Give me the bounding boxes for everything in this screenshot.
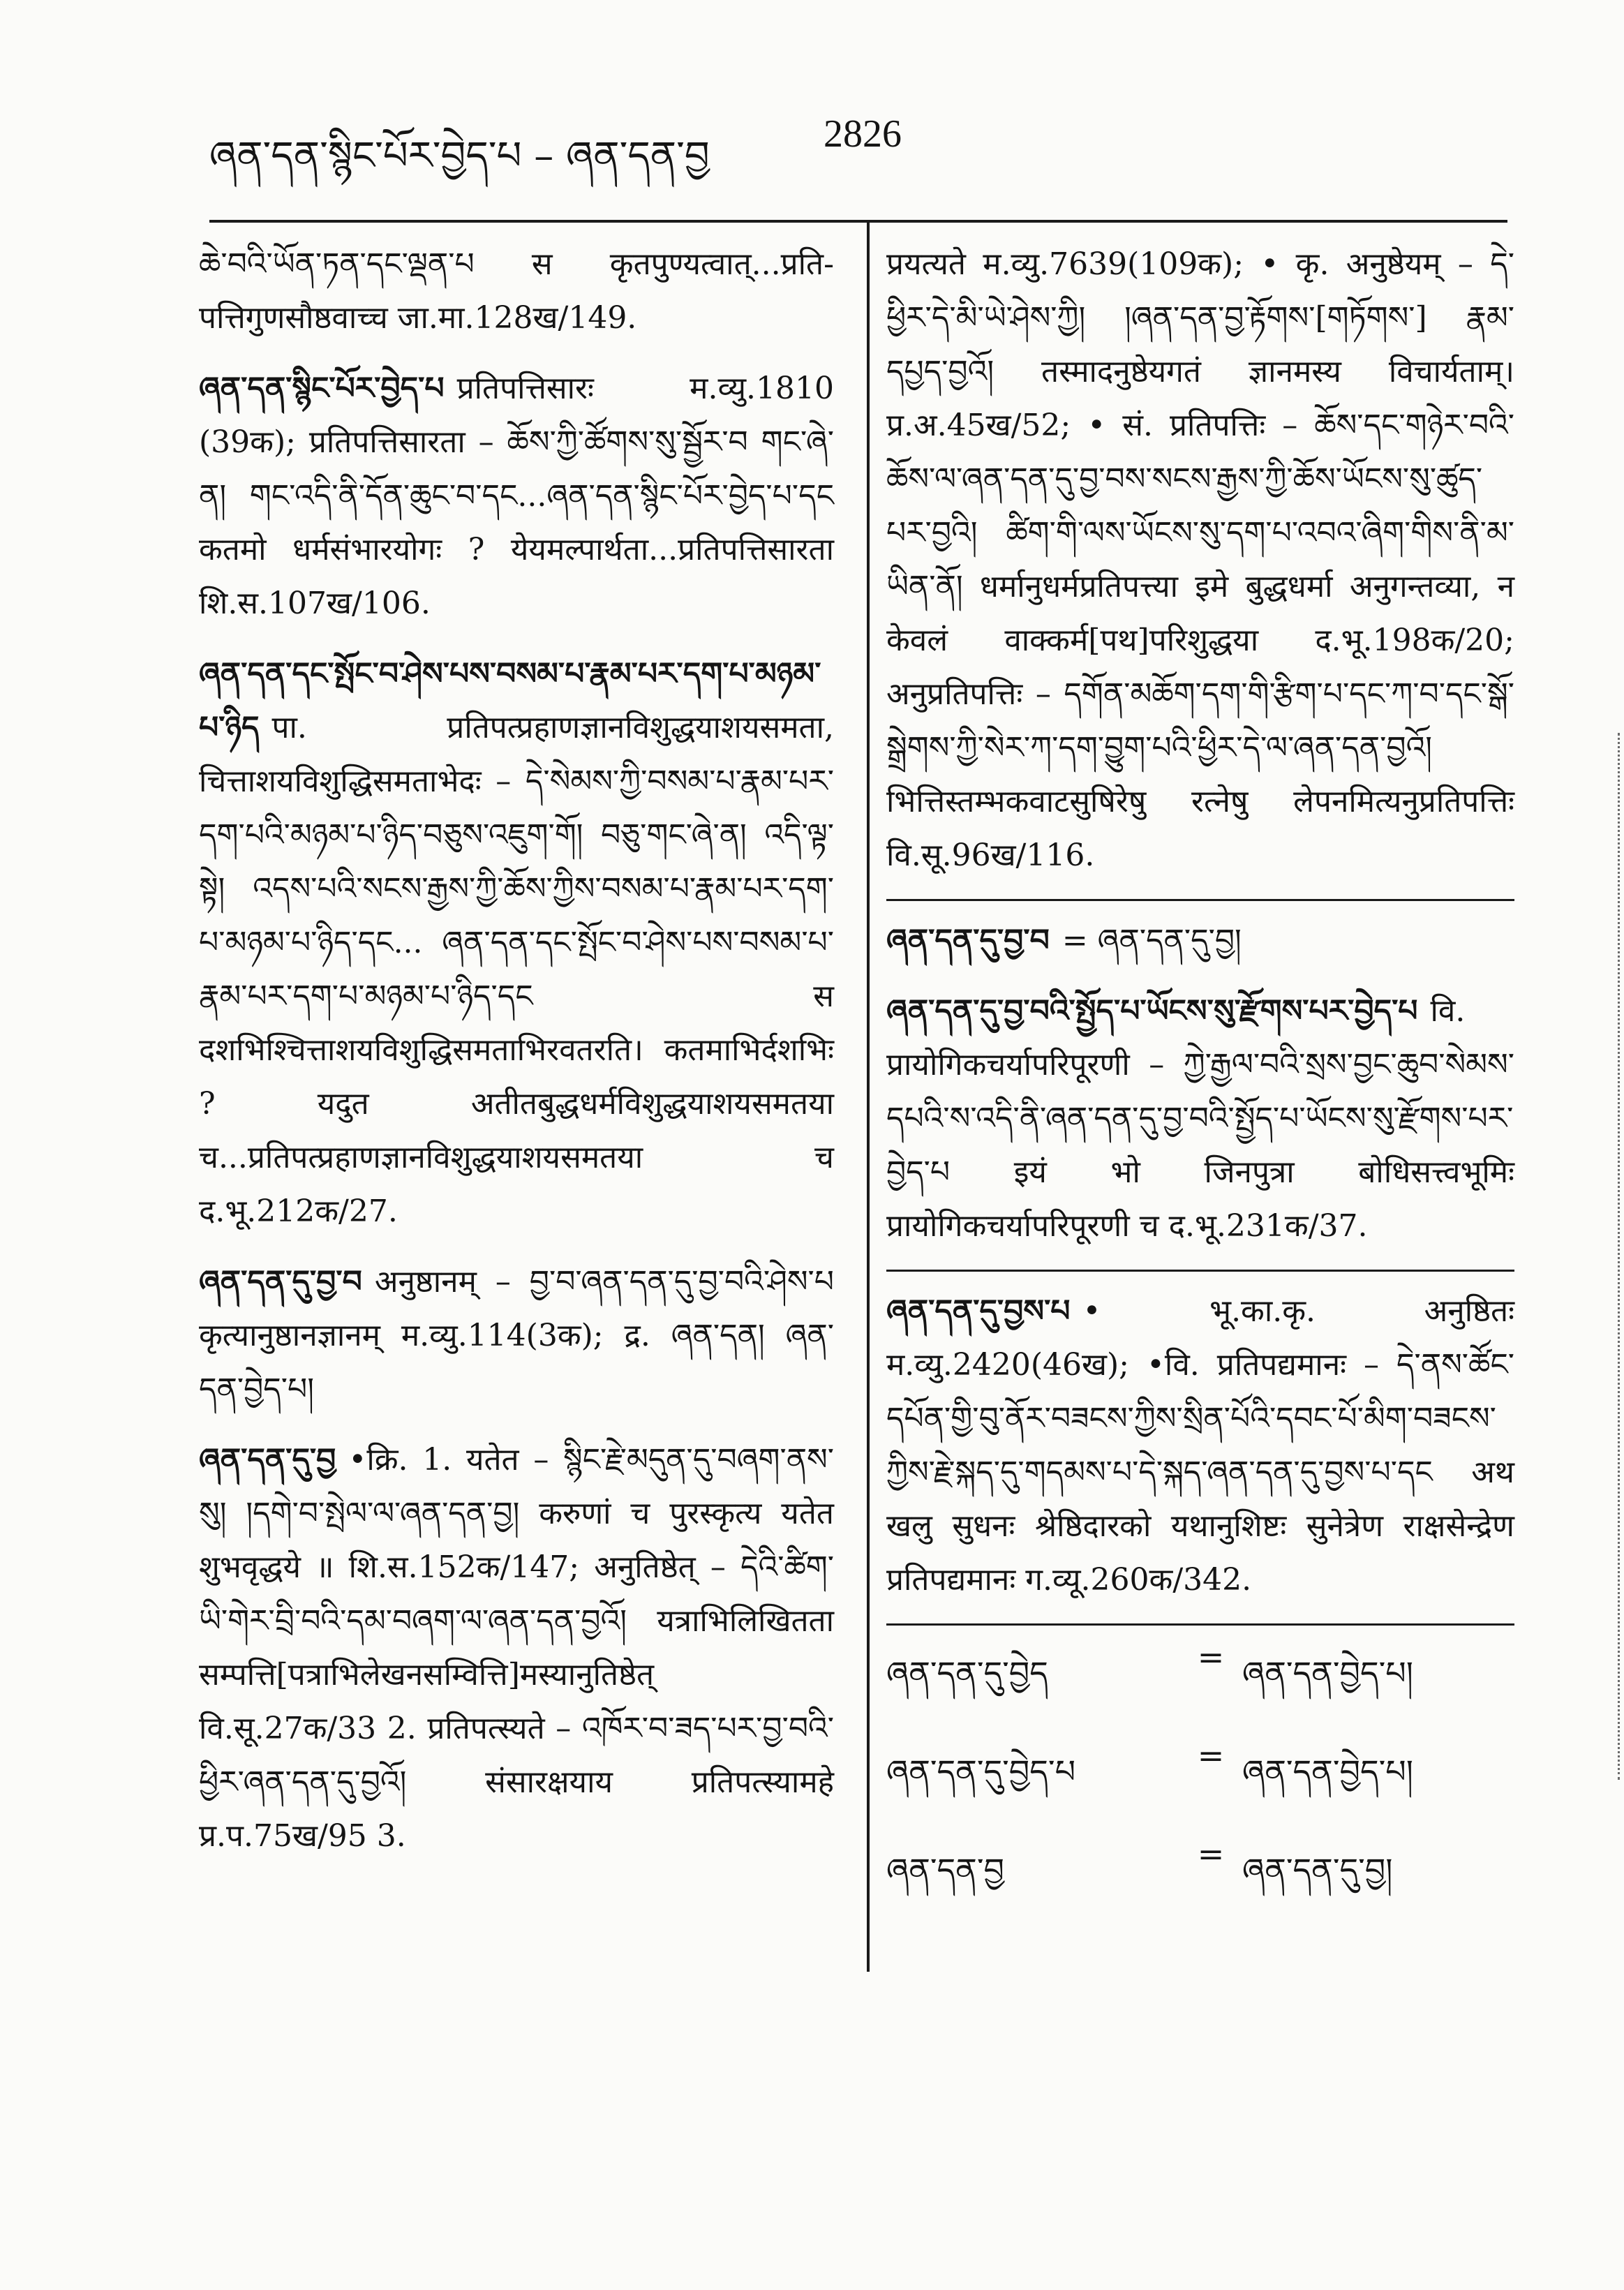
entry-headword: ཞན་དན་སྙིང་པོར་བྱེད་པ — [199, 371, 445, 406]
entry-headword: ཞན་དན་དུ་བྱ་བ — [886, 923, 1050, 958]
running-head: ཞན་དན་སྙིང་པོར་བྱེད་པ – ཞན་དན་བྱ — [209, 133, 710, 179]
entry-headword: ཞན་དན་དུ་བྱ་བའི་སྤྱོད་པ་ཡོངས་སུ་རྫོགས་པར་བྱེད་པ — [886, 993, 1418, 1029]
equivalence-table — [886, 1623, 1514, 1925]
dictionary-entry — [886, 1270, 1514, 1607]
entry-text: प्रतिपत्तिसारः म.व्यु.1810 (39क); प्रतिपत्तिसारता – ཆོས་ཀྱི་ཚོགས་སུ་སྦྱོར་བ གང་ཞེ་ན། གང་འདི་ནི་དོན་ཆུང་བ་དང...ཞན་དན་སྙིང་པོར་བྱེད་པ་དང कतमो धर्मसंभारयोगः ? येयमल्पार्थता...प्रतिपत्तिसारता शि.स.107ख/106. — [199, 371, 834, 621]
eq-target: ཞན་དན་བྱེད་པ། — [1242, 1654, 1413, 1692]
entry-text: • भू.का.कृ. अनुष्ठितः म.व्यु.2420(46ख); •वि. प्रतिपद्यमानः – དེ་ནས་ཚོང་དཔོན་གྱི་བུ་ནོར་བཟངས་ཀྱིས་སྲིན་པོའི་དབང་པོ་མིག་བཟངས་ཀྱིས་རྗེ་སྐད་དུ་གདམས་པ་དེ་སྐད་ཞན་དན་དུ་བྱས་པ་དང अथ खलु सुधनः श्रेष्ठिदारको यथानुशिष्टः सुनेत्रेण राक्षसेन्द्रेण प्रतिपद्यमानः ग.व्यू.260क/342. — [886, 1293, 1514, 1598]
page-number: 2826 — [824, 112, 902, 156]
eq-target: ཞན་དན་བྱེད་པ། — [1242, 1753, 1413, 1790]
dictionary-entry — [886, 899, 1514, 967]
dictionary-entry-continued — [886, 237, 1514, 882]
dictionary-entry — [199, 647, 834, 1238]
eq-sign: = — [1197, 1638, 1225, 1676]
right-column — [886, 237, 1514, 1925]
eq-term: ཞན་དན་དུ་བྱེད་པ — [886, 1753, 1076, 1790]
dictionary-entry-continued — [199, 237, 834, 345]
entry-text: •क्रि. 1. यतेत – སྙིང་རྗེ་མདུན་དུ་བཞག་ནས་སུ། །དགེ་བ་སྤེལ་ལ་ཞན་དན་བྱ། करुणां च पुरस्कृत्य यतेत शुभवृद्धये ॥ शि.स.152क/147; अनुतिष्ठेत् – དེའི་ཚིག་ཡི་གེར་བྲི་བའི་དམ་བཞག་ལ་ཞན་དན་བྱའོ། यत्राभिलिखितता सम्पत्ति[पत्राभिलेखनसम्वित्ति]मस्यानुतिष्ठेत् वि.सू.27क/33 2. प्रतिपत्स्यते – འཁོར་བ་ཟད་པར་བྱ་བའི་ཕྱིར་ཞན་དན་དུ་བྱའོ། संसारक्षयाय प्रतिपत्स्यामहे प्र.प.75ख/95 3. — [199, 1442, 834, 1854]
dictionary-entry — [886, 984, 1514, 1253]
dictionary-entry — [199, 1433, 834, 1863]
entry-text: पा. प्रतिपत्प्रहाणज्ञानविशुद्धयाशयसमता, चित्ताशयविशुद्धिसमताभेदः – དེ་སེམས་ཀྱི་བསམ་པ་རྣམ་པར་དག་པའི་མཉམ་པ་ཉིད་བཅུས་འཇུག་གོ། བཅུ་གང་ཞེ་ན། འདི་ལྟ་སྟེ། འདས་པའི་སངས་རྒྱས་ཀྱི་ཆོས་ཀྱིས་བསམ་པ་རྣམ་པར་དག་པ་མཉམ་པ་ཉིད་དང... ཞན་དན་དང་སྤོང་བ་ཤེས་པས་བསམ་པ་རྣམ་པར་དག་པ་མཉམ་པ་ཉིད་དང स दशभिश्चित्ताशयविशुद्धिसमताभिरवतरति। कतमाभिर्दशभिः ? यदुत अतीतबुद्धधर्मविशुद्धयाशयसमतया च...प्रतिपत्प्रहाणज्ञानविशुद्धयाशयसमतया च द.भू.212क/27. — [199, 710, 834, 1229]
dictionary-entry — [199, 1255, 834, 1416]
entry-headword: ཞན་དན་དང་སྤོང་བ་ཤེས་པས་བསམ་པ་རྣམ་པར་དག་པ་མཉམ་པ་ཉིད — [199, 656, 821, 745]
page-header — [209, 112, 1507, 179]
eq-sign: = — [1197, 1737, 1225, 1774]
header-rule — [209, 220, 1507, 223]
binding-edge — [1618, 733, 1624, 1780]
eq-target: ཞན་དན་དུ་བྱ། — [1242, 1851, 1393, 1889]
entry-headword: ཞན་དན་དུ་བྱ — [199, 1442, 336, 1478]
entry-text: वि. प्रायोगिकचर्यापरिपूरणी – ཀྱེ་རྒྱལ་བའི་སྲས་བྱང་ཆུབ་སེམས་དཔའི་ས་འདི་ནི་ཞན་དན་དུ་བྱ་བའི་སྤྱོད་པ་ཡོངས་སུ་རྫོགས་པར་བྱེད་པ इयं भो जिनपुत्रा बोधिसत्त्वभूमिः प्रायोगिकचर्यापरिपूरणी च द.भू.231क/37. — [886, 993, 1514, 1244]
left-column — [199, 237, 834, 1880]
eq-term: ཞན་དན་དུ་བྱེད — [886, 1654, 1048, 1692]
entry-headword: ཞན་དན་དུ་བྱས་པ — [886, 1293, 1071, 1329]
entry-text: प्रयत्यते म.व्यु.7639(109क); • कृ. अनुष्ठेयम् – དེ་ཕྱིར་དེ་མི་ཡེ་ཤེས་ཀྱི། །ཞན་དན་བྱ་རྟོགས་[གཏོགས་] རྣམ་དཔྱད་བྱའོ། तस्मादनुष्ठेयगतं ज्ञानमस्य विचार्यताम्। प्र.अ.45ख/52; • सं. प्रतिपत्तिः – ཆོས་དང་གཉེར་བའི་ཆོས་ལ་ཞན་དན་དུ་བྱ་བས་སངས་རྒྱས་ཀྱི་ཆོས་ཡོངས་སུ་ཚུད་པར་བྱའི། ཚིག་གི་ལས་ཡོངས་སུ་དག་པ་འབའ་ཞིག་གིས་ནི་མ་ཡིན་ནོ། धर्मानुधर्मप्रतिपत्त्या इमे बुद्धधर्मा अनुगन्तव्या, न केवलं वाक्कर्म[पथ]परिशुद्धया द.भू.198क/20; अनुप्रतिपत्तिः – དགོན་མཆོག་དག་གི་རྩིག་པ་དང་ཀ་བ་དང་སྒོ་སྒྲེགས་ཀྱི་སེར་ཀ་དག་བྱུག་པའི་ཕྱིར་དེ་ལ་ཞན་དན་བྱའོ། भित्तिस्तम्भकवाटसुषिरेषु रत्नेषु लेपनमित्यनुप्रतिपत्तिः वि.सू.96ख/116. — [886, 246, 1514, 873]
entry-text: अनुष्ठानम् – བྱ་བ་ཞན་དན་དུ་བྱ་བའི་ཤེས་པ कृत्यानुष्ठानज्ञानम् म.व्यु.114(3क); द्र. ཞན་དན། ཞན་དན་བྱེད་པ། — [199, 1264, 834, 1407]
dictionary-entry — [199, 362, 834, 630]
entry-text: ཆེ་བའི་ཡོན་ཏན་དང་ལྡན་པ स कृतपुण्यत्वात्...प्रति-पत्तिगुणसौष्ठवाच्च जा.मा.128ख/149. — [199, 246, 834, 336]
column-divider — [867, 220, 870, 1972]
entry-headword: ཞན་དན་དུ་བྱ་བ — [199, 1264, 362, 1300]
eq-term: ཞན་དན་བྱ — [886, 1851, 1005, 1889]
eq-sign: = — [1197, 1835, 1225, 1873]
entry-text: = ཞན་དན་དུ་བྱ། — [1061, 923, 1242, 958]
